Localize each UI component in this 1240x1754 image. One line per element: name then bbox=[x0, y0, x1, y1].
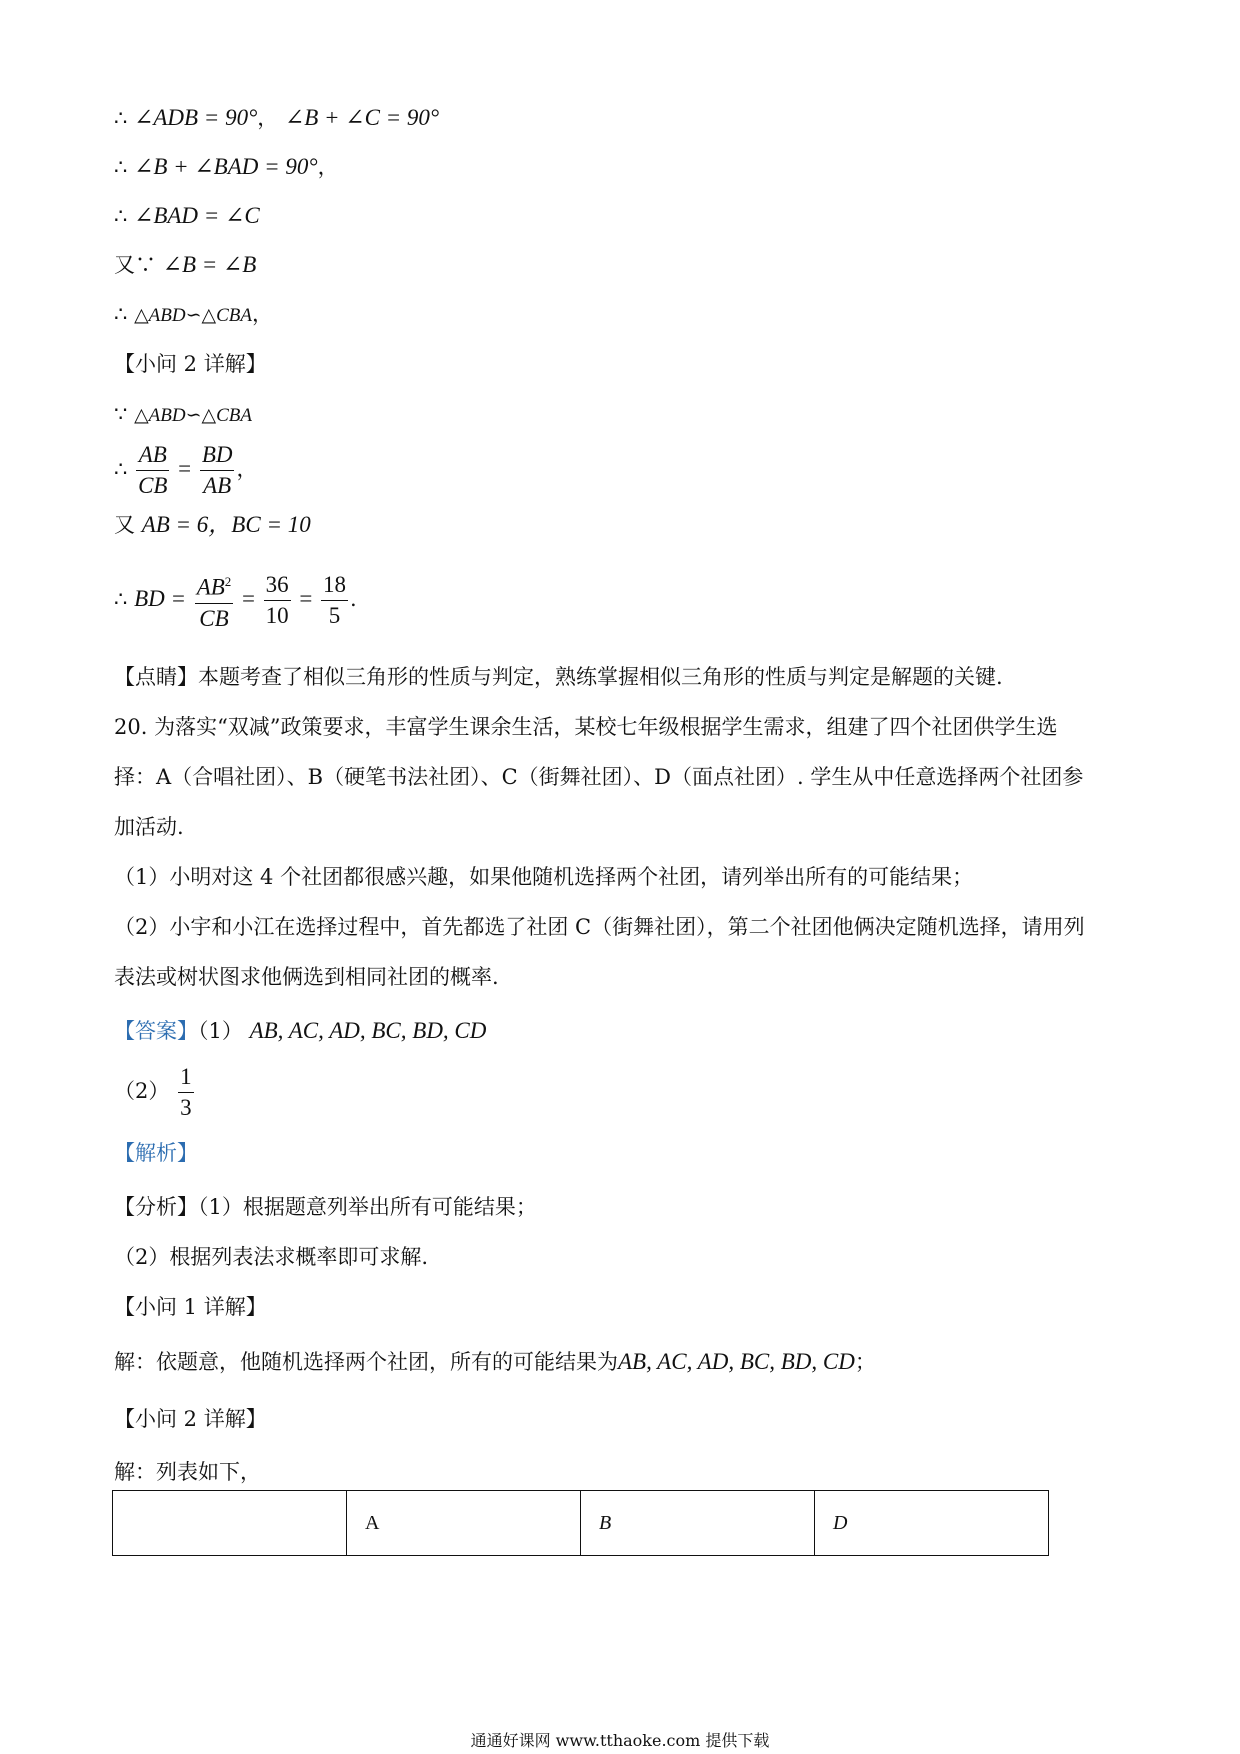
part2b-intro: 解：列表如下， bbox=[114, 1460, 261, 1484]
part2-similar: ∵ △ABD∽△CBA bbox=[114, 402, 253, 426]
answer-line-2: （2） $\frac{1}{3}$ bbox=[114, 1062, 196, 1123]
angle-sum-eq: ∠B + ∠C = 90° bbox=[284, 105, 440, 130]
fraction-18-5: $\frac{18}{5}$ bbox=[323, 571, 347, 628]
table-cell: B bbox=[581, 1491, 815, 1556]
outcome-table bbox=[112, 1490, 1049, 1556]
fraction-one-third: $\frac{1}{3}$ bbox=[180, 1064, 192, 1120]
part1-solution: 解：依题意，他随机选择两个社团，所有的可能结果为AB, AC, AD, BC, BD, CD； bbox=[114, 1349, 876, 1374]
table-cell: D bbox=[815, 1491, 1049, 1556]
answer-label: 【答案】 bbox=[114, 1019, 198, 1043]
proof-line-5: ∴ △ABD∽△CBA， bbox=[114, 302, 274, 326]
q20-sub1: （1）小明对这 4 个社团都很感兴趣，如果他随机选择两个社团，请列举出所有的可能结果； bbox=[114, 865, 974, 889]
angle-adb-eq: ∠ADB = 90° bbox=[134, 105, 258, 130]
part2-bd-result: ∴ BD = $\frac{AB^2}{CB}$ = $\frac{36}{10}$ = $\frac{18}{5}$ . bbox=[114, 567, 357, 634]
q20-line-1: 20. 为落实“双减”政策要求，丰富学生课余生活，某校七年级根据学生需求，组建了四个社团供学生选 bbox=[114, 715, 1058, 739]
part2-heading: 【小问 2 详解】 bbox=[114, 352, 267, 376]
q20-line-2: 择：A（合唱社团）、B（硬笔书法社团）、C（街舞社团）、D（面点社团）. 学生从中任意选择两个社团参 bbox=[114, 765, 1084, 789]
proof-line-2: ∴ ∠B + ∠BAD = 90°， bbox=[114, 154, 339, 179]
analysis-line-2: （2）根据列表法求概率即可求解. bbox=[114, 1245, 429, 1269]
table-cell bbox=[113, 1491, 347, 1556]
proof-line-3: ∴ ∠BAD = ∠C bbox=[114, 203, 260, 228]
part2-given: 又 AB = 6，BC = 10 bbox=[114, 512, 311, 537]
analysis-label: 【解析】 bbox=[114, 1141, 198, 1165]
part1-heading: 【小问 1 详解】 bbox=[114, 1295, 267, 1319]
proof-line-1: ∴ ∠ADB = 90°， ∠B + ∠C = 90° bbox=[114, 105, 440, 130]
footer-watermark: 通通好课网 www.tthaoke.com 提供下载 bbox=[470, 1731, 770, 1750]
q20-sub2-b: 表法或树状图求他俩选到相同社团的概率. bbox=[114, 965, 499, 989]
q20-sub2-a: （2）小宇和小江在选择过程中，首先都选了社团 C（街舞社团），第二个社团他俩决定随机选择，请用列 bbox=[114, 915, 1085, 939]
fraction-36-10: $\frac{36}{10}$ bbox=[265, 571, 289, 628]
table-row bbox=[113, 1491, 1049, 1556]
answer-line-1: 【答案】（1） AB, AC, AD, BC, BD, CD bbox=[114, 1018, 487, 1043]
analysis-line-1: 【分析】（1）根据题意列举出所有可能结果； bbox=[114, 1195, 537, 1219]
fraction-bd-ab: $\frac{BD}{AB}$ bbox=[201, 442, 233, 498]
fraction-ab2-cb: $\frac{AB^2}{CB}$ bbox=[195, 567, 234, 634]
part2-ratio: ∴ $\frac{AB}{CB}$ = $\frac{BD}{AB}$ ， bbox=[114, 440, 257, 501]
comment-note: 【点睛】本题考查了相似三角形的性质与判定，熟练掌握相似三角形的性质与判定是解题的关键. bbox=[114, 665, 1003, 689]
proof-line-4: 又∵ ∠B = ∠B bbox=[114, 252, 257, 277]
table-cell: A bbox=[347, 1491, 581, 1556]
part2b-heading: 【小问 2 详解】 bbox=[114, 1407, 267, 1431]
q20-line-3: 加活动. bbox=[114, 815, 184, 839]
fraction-ab-cb: $\frac{AB}{CB}$ bbox=[138, 442, 168, 498]
